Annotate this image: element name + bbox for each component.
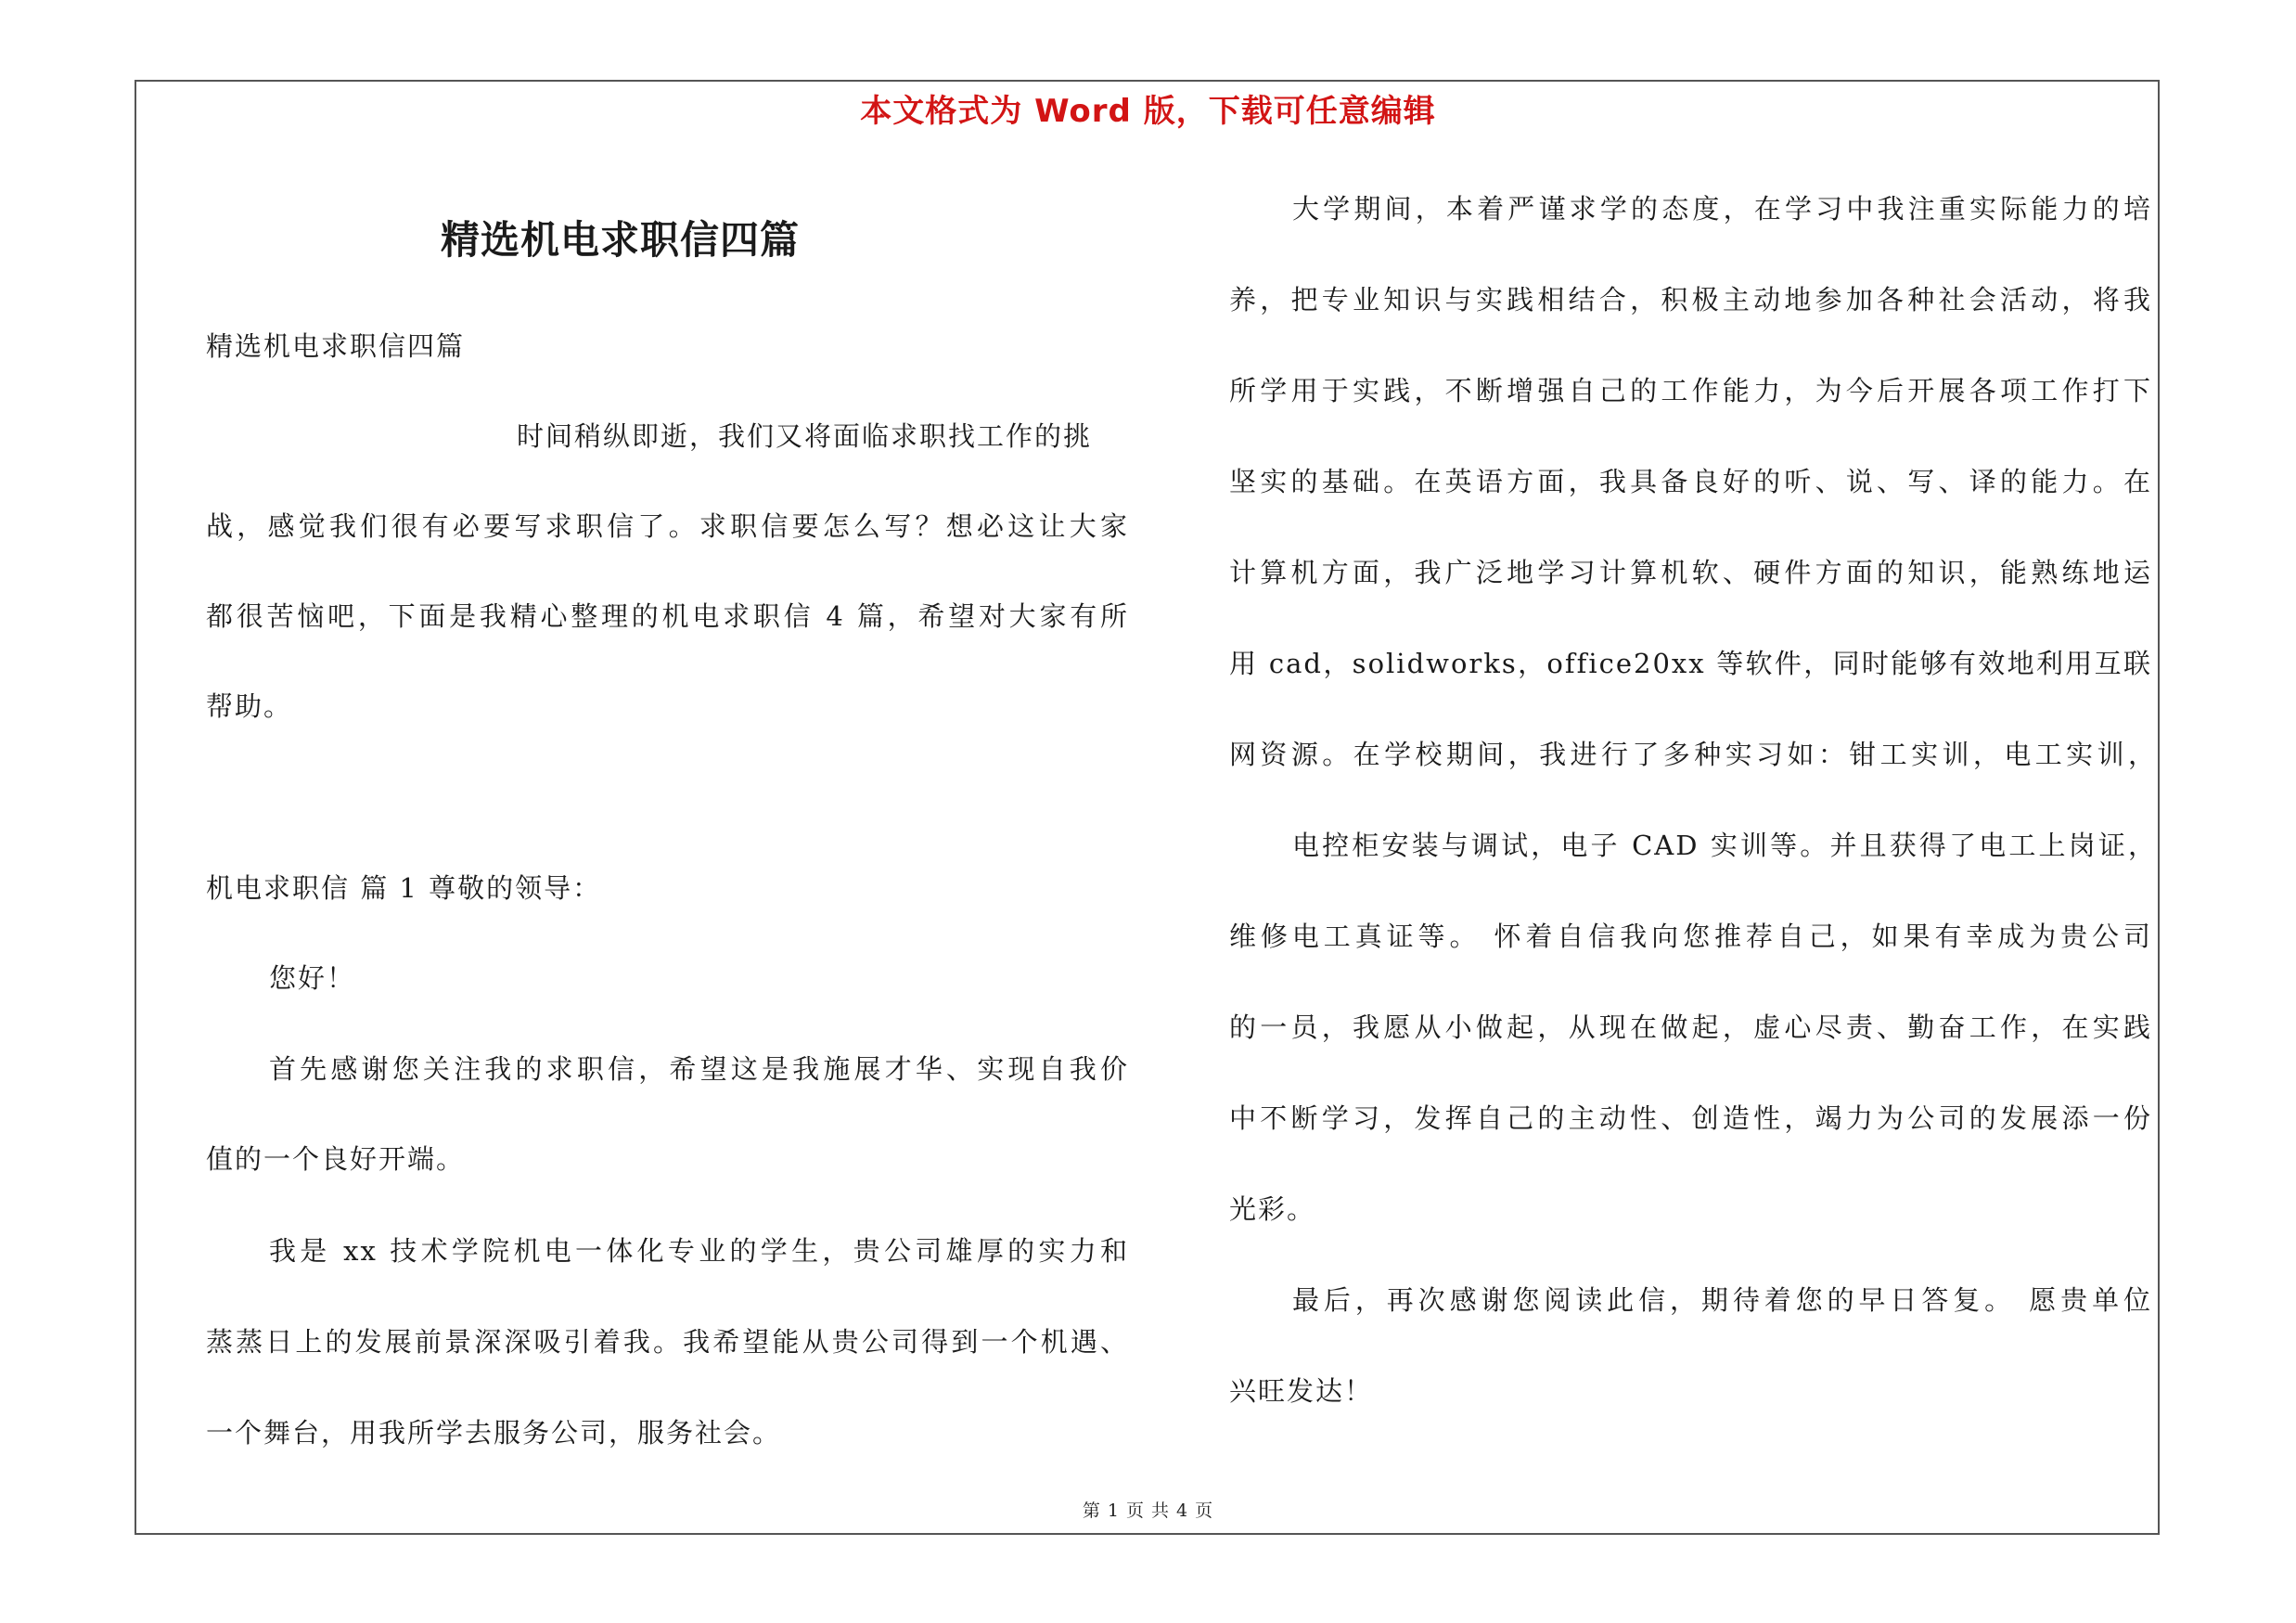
intro-line: 都很苦恼吧，下面是我精心整理的机电求职信 4 篇，希望对大家有所 (206, 600, 1129, 632)
document-title: 精选机电求职信四篇 (441, 217, 801, 263)
body-line: 所学用于实践，不断增强自己的工作能力，为今后开展各项工作打下 (1229, 375, 2152, 406)
body-line: 光彩。 (1229, 1193, 1316, 1225)
body-line: 蒸蒸日上的发展前景深深吸引着我。我希望能从贵公司得到一个机遇、 (206, 1326, 1129, 1358)
body-line: 用 cad，solidworks，office20xx 等软件，同时能够有效地利用互联 (1229, 648, 2152, 679)
body-line: 电控柜安装与调试，电子 CAD 实训等。并且获得了电工上岗证， (1292, 830, 2157, 861)
body-line: 计算机方面，我广泛地学习计算机软、硬件方面的知识，能熟练地运 (1229, 557, 2152, 588)
body-line: 值的一个良好开端。 (206, 1143, 466, 1175)
letter-heading: 机电求职信 篇 1 尊敬的领导： (206, 872, 602, 904)
body-line: 一个舞台，用我所学去服务公司，服务社会。 (206, 1417, 782, 1449)
format-banner: 本文格式为 Word 版，下载可任意编辑 (860, 93, 1436, 130)
intro-line: 战，感觉我们很有必要写求职信了。求职信要怎么写？想必这让大家 (206, 510, 1129, 542)
body-line: 首先感谢您关注我的求职信，希望这是我施展才华、实现自我价 (269, 1053, 1129, 1085)
page-number-footer: 第 1 页 共 4 页 (1082, 1501, 1214, 1521)
body-line: 养，把专业知识与实践相结合，积极主动地参加各种社会活动，将我 (1229, 284, 2152, 316)
body-line: 维修电工真证等。 怀着自信我向您推荐自己，如果有幸成为贵公司 (1229, 921, 2152, 952)
body-line: 我是 xx 技术学院机电一体化专业的学生，贵公司雄厚的实力和 (269, 1235, 1129, 1267)
closing-line: 最后，再次感谢您阅读此信，期待着您的早日答复。 愿贵单位 (1292, 1284, 2152, 1316)
intro-line: 时间稍纵即逝，我们又将面临求职找工作的挑 (517, 420, 1093, 452)
body-line: 网资源。在学校期间，我进行了多种实习如：钳工实训，电工实训， (1229, 739, 2157, 770)
body-line: 大学期间，本着严谨求学的态度，在学习中我注重实际能力的培 (1292, 193, 2152, 225)
body-line: 的一员，我愿从小做起，从现在做起，虚心尽责、勤奋工作，在实践 (1229, 1011, 2152, 1043)
closing-line: 兴旺发达！ (1229, 1375, 1374, 1407)
body-line: 坚实的基础。在英语方面，我具备良好的听、说、写、译的能力。在 (1229, 466, 2152, 497)
greeting-line: 您好！ (269, 962, 356, 994)
body-line: 中不断学习，发挥自己的主动性、创造性，竭力为公司的发展添一份 (1229, 1102, 2152, 1134)
intro-line: 帮助。 (206, 690, 293, 722)
subtitle-line: 精选机电求职信四篇 (206, 330, 466, 362)
